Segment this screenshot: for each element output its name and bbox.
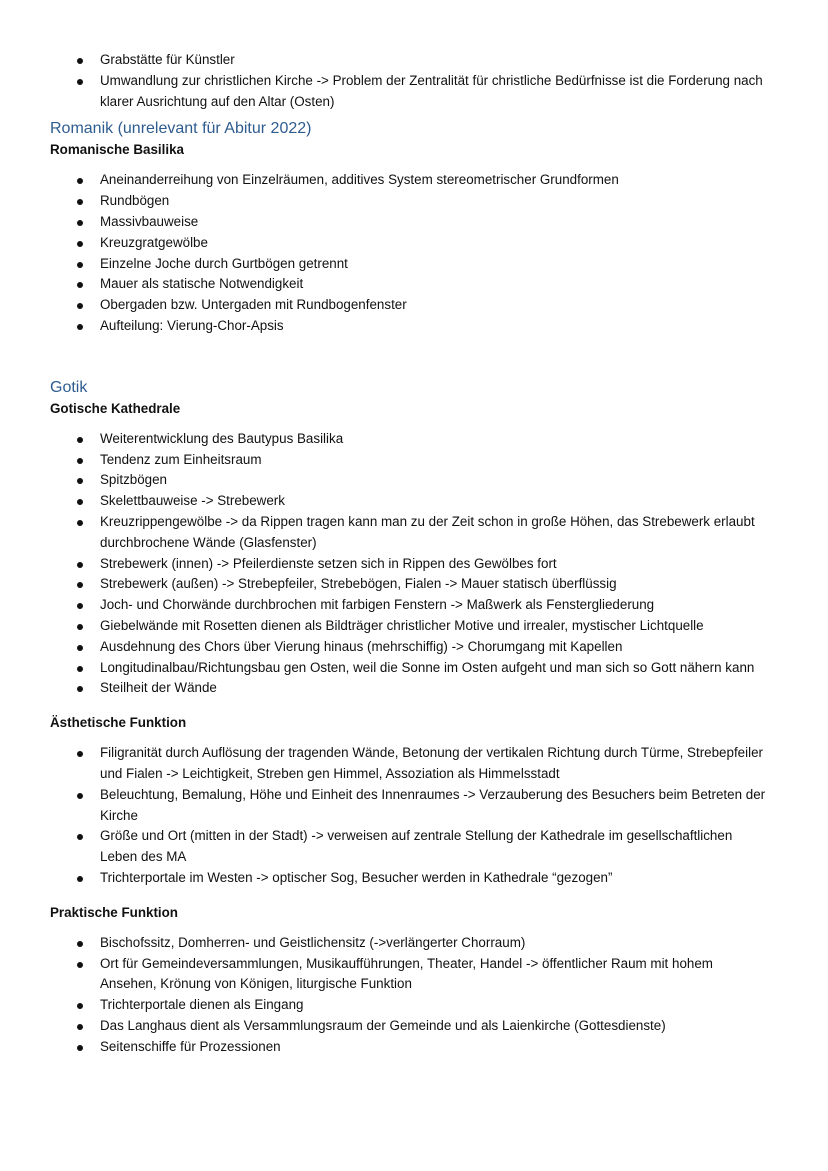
list-item: Rundbögen (50, 191, 768, 212)
subheading-gotische-kathedrale: Gotische Kathedrale (50, 400, 181, 416)
list-item: Joch- und Chorwände durchbrochen mit farbigen Fenstern -> Maßwerk als Fenstergliederung (50, 595, 768, 616)
list-item: Strebewerk (innen) -> Pfeilerdienste setzen sich in Rippen des Gewölbes fort (50, 554, 768, 575)
list-item: Kreuzgratgewölbe (50, 233, 768, 254)
section-heading-gotik: Gotik (50, 378, 88, 396)
list-item: Mauer als statische Notwendigkeit (50, 274, 768, 295)
list-item: Strebewerk (außen) -> Strebepfeiler, Strebebögen, Fialen -> Mauer statisch überflüssig (50, 574, 768, 595)
list-item: Spitzbögen (50, 470, 768, 491)
list-item: Ausdehnung des Chors über Vierung hinaus (mehrschiffig) -> Chorumgang mit Kapellen (50, 637, 768, 658)
list-item: Skelettbauweise -> Strebewerk (50, 491, 768, 512)
list-item: Größe und Ort (mitten in der Stadt) -> verweisen auf zentrale Stellung der Kathedrale im gesellschaftlichen Leben des MA (50, 826, 768, 868)
subheading-romanische-basilika: Romanische Basilika (50, 142, 184, 158)
list-item: Giebelwände mit Rosetten dienen als Bildträger christlicher Motive und irrealer, mystischer Lichtquelle (50, 616, 768, 637)
list-item: Tendenz zum Einheitsraum (50, 450, 768, 471)
gotik-list (50, 429, 768, 699)
list-item: Trichterportale dienen als Eingang (50, 995, 768, 1016)
list-item: Bischofssitz, Domherren- und Geistlichensitz (->verlängerter Chorraum) (50, 933, 768, 954)
list-item: Umwandlung zur christlichen Kirche -> Problem der Zentralität für christliche Bedürfnisse ist die Forderung nach klarer Ausrichtung auf den Altar (Osten) (50, 71, 768, 113)
list-item: Weiterentwicklung des Bautypus Basilika (50, 429, 768, 450)
section-heading-romanik: Romanik (unrelevant für Abitur 2022) (50, 120, 312, 138)
list-item: Kreuzrippengewölbe -> da Rippen tragen kann man zu der Zeit schon in große Höhen, das Strebewerk erlaubt durchbrochene Wände (Glasfenster) (50, 512, 768, 554)
praktisch-list (50, 933, 768, 1058)
list-item: Das Langhaus dient als Versammlungsraum der Gemeinde und als Laienkirche (Gottesdienste) (50, 1016, 768, 1037)
list-item: Obergaden bzw. Untergaden mit Rundbogenfenster (50, 295, 768, 316)
list-item: Seitenschiffe für Prozessionen (50, 1037, 768, 1058)
subheading-praktische-funktion: Praktische Funktion (50, 904, 178, 920)
list-item: Einzelne Joche durch Gurtbögen getrennt (50, 254, 768, 275)
list-item: Grabstätte für Künstler (50, 50, 768, 71)
romanik-list (50, 170, 768, 336)
intro-list (50, 50, 768, 112)
list-item: Aneinanderreihung von Einzelräumen, additives System stereometrischer Grundformen (50, 170, 768, 191)
list-item: Trichterportale im Westen -> optischer Sog, Besucher werden in Kathedrale “gezogen” (50, 868, 768, 889)
list-item: Aufteilung: Vierung-Chor-Apsis (50, 316, 768, 337)
list-item: Filigranität durch Auflösung der tragenden Wände, Betonung der vertikalen Richtung durch Türme, Strebepfeiler und Fialen -> Leichtigkeit, Streben gen Himmel, Assoziation als Himmelsstadt (50, 743, 768, 785)
list-item: Ort für Gemeindeversammlungen, Musikaufführungen, Theater, Handel -> öffentlicher Raum mit hohem Ansehen, Krönung von Königen, liturgische Funktion (50, 954, 768, 996)
list-item: Beleuchtung, Bemalung, Höhe und Einheit des Innenraumes -> Verzauberung des Besuchers beim Betreten der Kirche (50, 785, 768, 827)
list-item: Longitudinalbau/Richtungsbau gen Osten, weil die Sonne im Osten aufgeht und man sich so Gott nähern kann (50, 658, 768, 679)
subheading-aesthetische-funktion: Ästhetische Funktion (50, 715, 187, 731)
list-item: Steilheit der Wände (50, 678, 768, 699)
aesthetisch-list (50, 743, 768, 889)
list-item: Massivbauweise (50, 212, 768, 233)
